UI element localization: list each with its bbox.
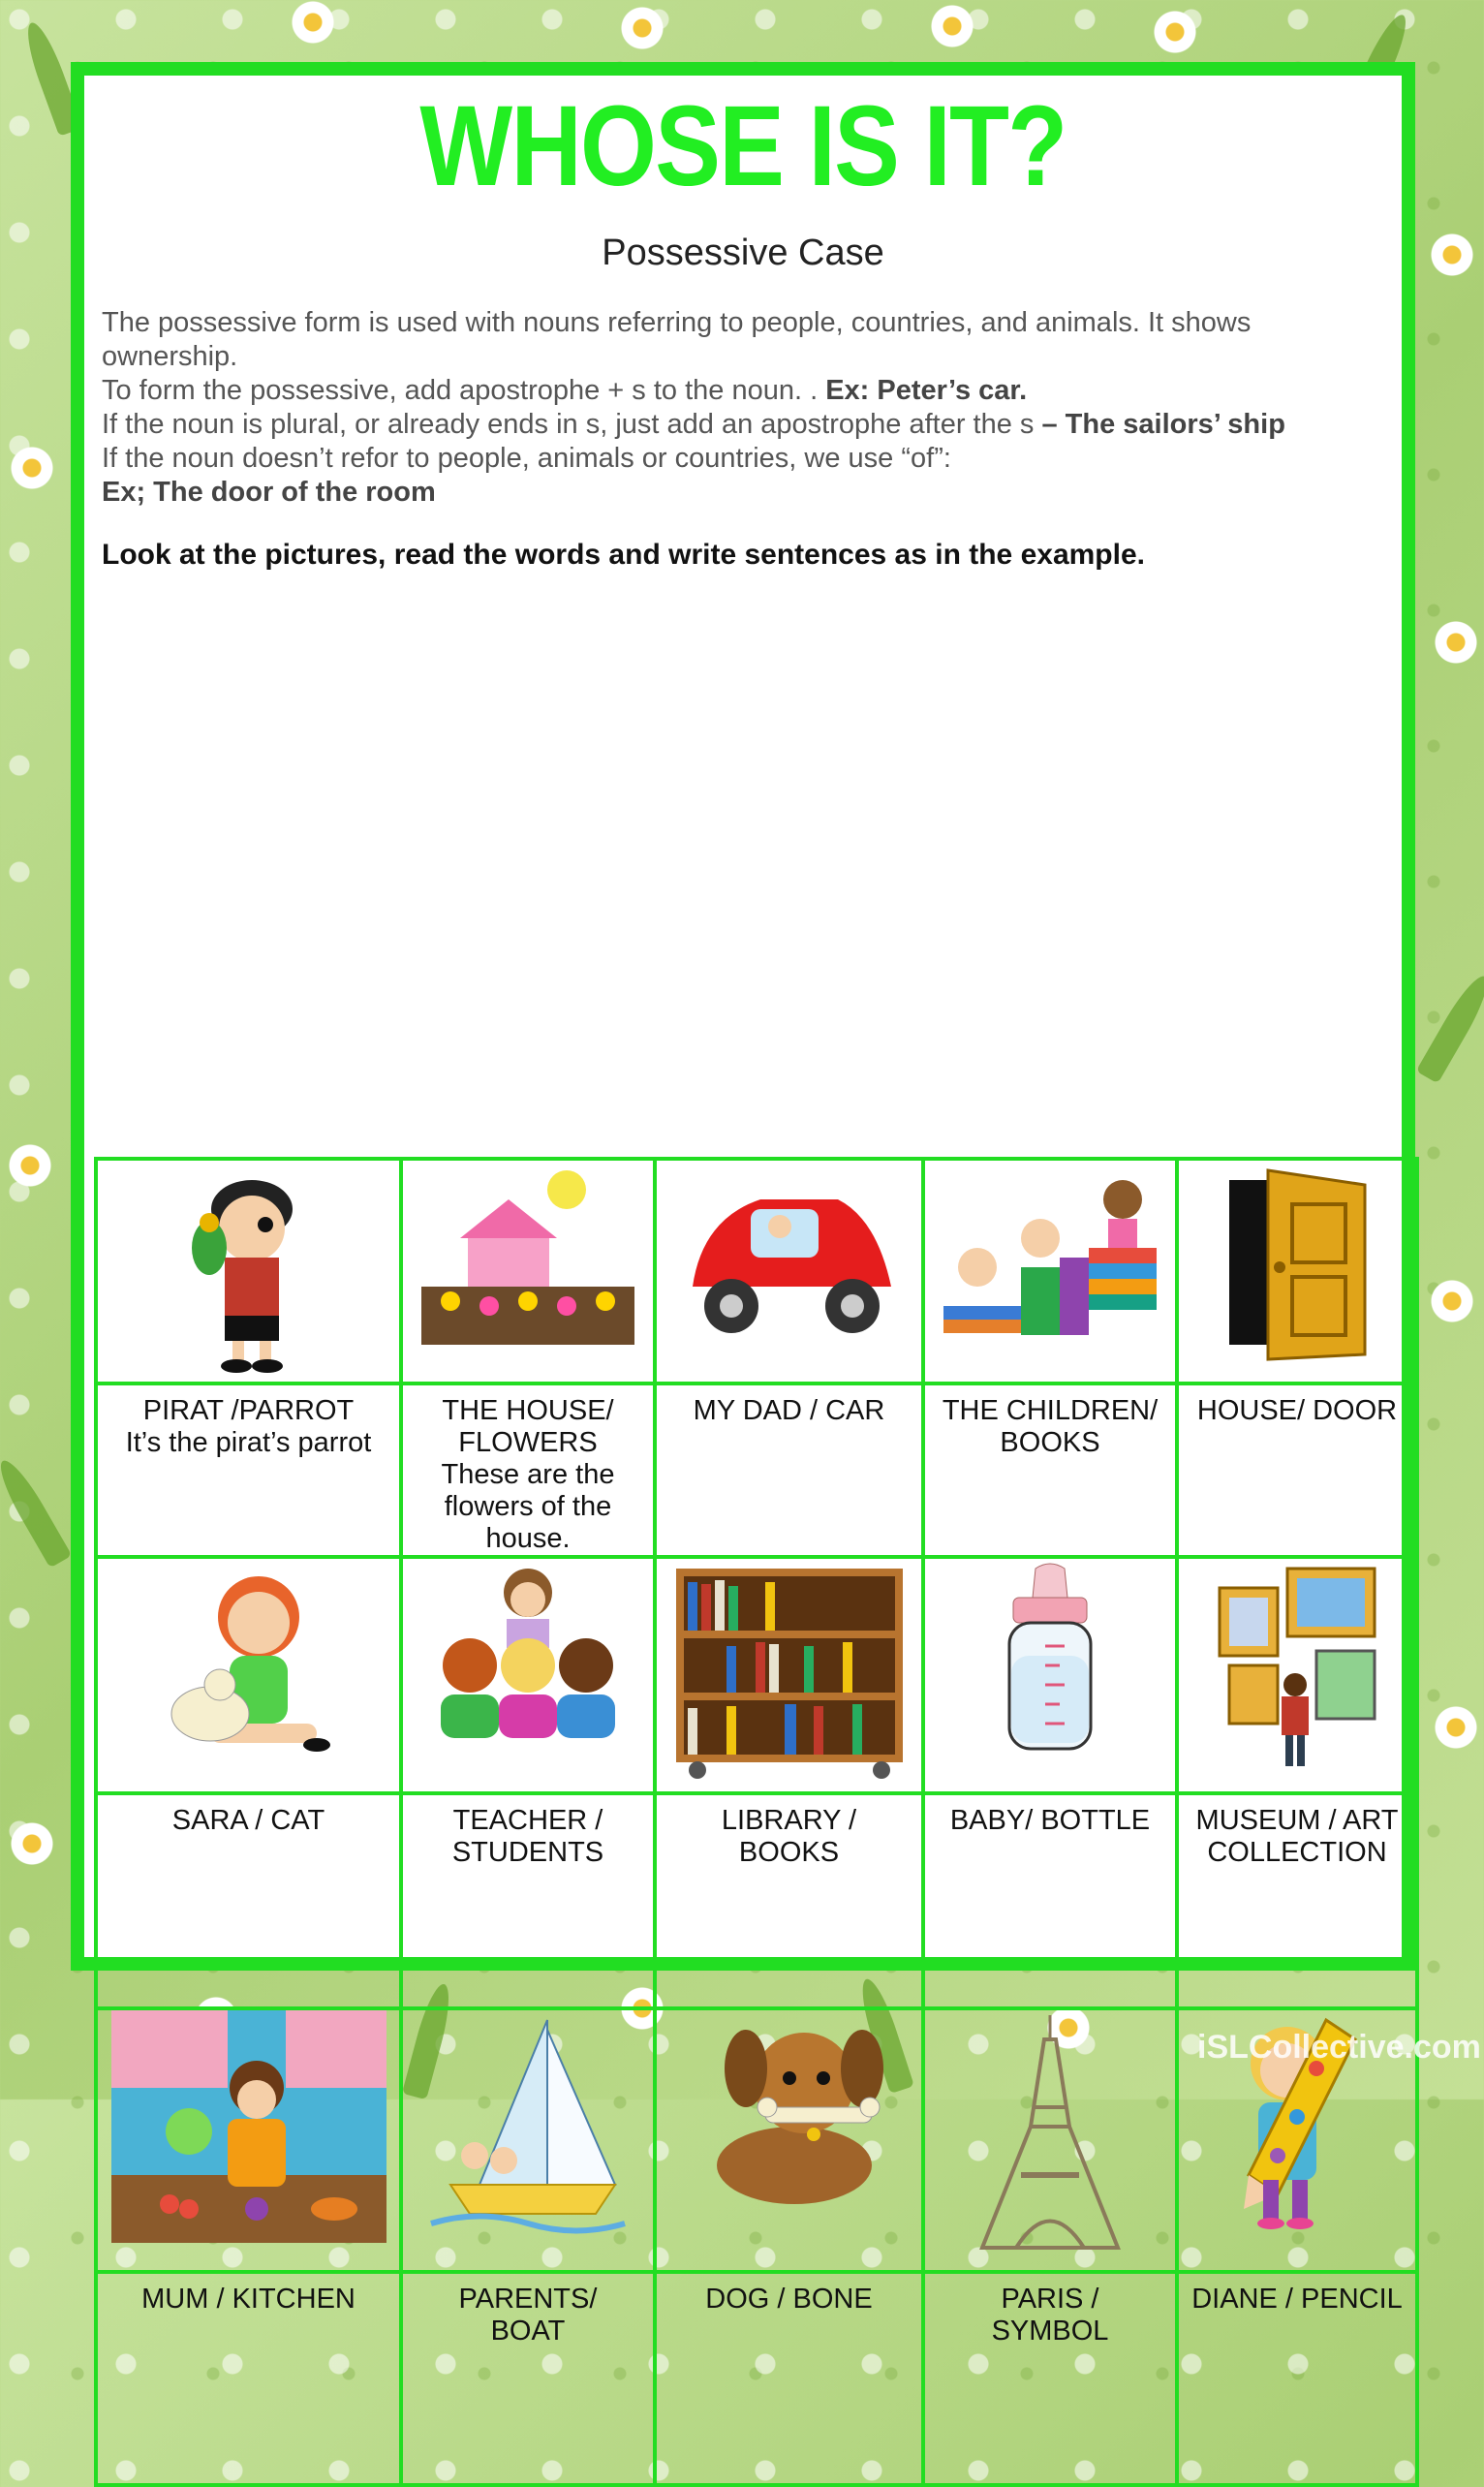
leaf-icon [1416,971,1484,1084]
prompt-text: MUM / KITCHEN [141,2284,356,2315]
picture-cell [401,2008,655,2272]
exercise-cell [923,2272,1177,2485]
daisy-icon [1430,1279,1474,1323]
exercise-cell [96,1793,401,2008]
daisy-icon [291,0,335,45]
prompt-text: PIRAT /PARROT [142,1395,355,1426]
picture-cell [96,1557,401,1793]
exercise-cell [401,2272,655,2485]
intro-line-3: If the noun is plural, or already ends in s, just add an apostrophe after the s – The sailors’ ship [102,409,1285,440]
picture-cell [96,2008,401,2272]
pirate-parrot-icon [176,1161,322,1374]
answer-text: These are the flowers of the house. [441,1459,615,1554]
exercise-cell [1177,1793,1417,2008]
prompt-text: LIBRARY / BOOKS [721,1805,857,1868]
intro-line-1: The possessive form is used with nouns referring to people, countries, and animals. It shows ownership. [102,307,1252,372]
prompt-text: PARIS / SYMBOL [991,2284,1109,2347]
bookshelf-icon [668,1559,911,1782]
daisy-icon [620,6,665,50]
watermark: iSLCollective.com [1197,2029,1481,2066]
daisy-icon [1153,10,1197,54]
car-icon [673,1161,906,1354]
dog-bone-icon [678,2010,901,2223]
exercise-cell [1177,2272,1417,2485]
example-text: – The sailors’ ship [1041,409,1285,440]
picture-cell [655,2008,923,2272]
exercise-cell [401,1793,655,2008]
leaf-icon [0,1455,72,1569]
prompt-text: DIANE / PENCIL [1191,2284,1403,2315]
exercise-cell [923,1793,1177,2008]
prompt-text: PARENTS/ BOAT [458,2284,598,2347]
daisy-icon [10,446,54,490]
prompt-text: HOUSE/ DOOR [1196,1395,1398,1426]
picture-cell [923,2008,1177,2272]
picture-cell [401,1557,655,1793]
exercise-cell [655,2272,923,2485]
exercise-cell [923,1383,1177,1557]
picture-cell [923,1557,1177,1793]
teacher-students-icon [421,1559,634,1762]
intro-line-5 [102,476,1390,510]
exercise-cell [401,1383,655,1557]
daisy-icon [930,4,974,48]
picture-cell [1177,1557,1417,1793]
picture-cell [655,1557,923,1793]
picture-cell [96,1159,401,1383]
girl-cat-icon [152,1559,346,1772]
intro-line-2: To form the possessive, add apostrophe + s to the noun. . Ex: Peter’s car. [102,375,1028,406]
prompt-text: BABY/ BOTTLE [949,1805,1151,1836]
daisy-icon [1434,620,1478,665]
prompt-text: SARA / CAT [171,1805,325,1836]
example-text: Ex; The door of the room [102,477,436,508]
picture-cell [401,1159,655,1383]
page-title: WHOSE IS IT? [419,82,1067,210]
daisy-icon [1434,1705,1478,1750]
intro-line-4: If the noun doesn’t refor to people, animals or countries, we use “of”: [102,443,951,474]
explanation-text [102,306,1390,510]
door-icon [1210,1161,1384,1364]
example-text: Ex: Peter’s car. [825,375,1028,406]
prompt-text: THE CHILDREN/ BOOKS [942,1395,1159,1458]
exercise-cell [655,1383,923,1557]
house-flowers-icon [421,1161,634,1354]
prompt-text: TEACHER / STUDENTS [451,1805,604,1868]
exercise-cell [655,1793,923,2008]
picture-cell [655,1159,923,1383]
exercise-cell [1177,1383,1417,1557]
eiffel-tower-icon [973,2010,1128,2253]
museum-art-icon [1210,1559,1384,1772]
daisy-icon [1430,233,1474,277]
daisy-icon [10,1821,54,1866]
prompt-text: MY DAD / CAR [693,1395,885,1426]
answer-text: It’s the pirat’s parrot [125,1427,372,1458]
exercise-cell [96,2272,401,2485]
prompt-text: MUSEUM / ART COLLECTION [1195,1805,1399,1868]
picture-cell [923,1159,1177,1383]
daisy-icon [8,1143,52,1188]
page-subtitle: Possessive Case [602,233,884,273]
children-books-icon [934,1161,1166,1354]
picture-cell [1177,1159,1417,1383]
exercise-cell [96,1383,401,1557]
prompt-text: THE HOUSE/ FLOWERS [442,1395,614,1458]
kitchen-icon [111,2010,386,2243]
baby-bottle-icon [992,1559,1108,1762]
sailboat-icon [421,2010,634,2243]
prompt-text: DOG / BONE [705,2284,873,2315]
instruction-text: Look at the pictures, read the words and write sentences as in the example. [102,539,1145,571]
